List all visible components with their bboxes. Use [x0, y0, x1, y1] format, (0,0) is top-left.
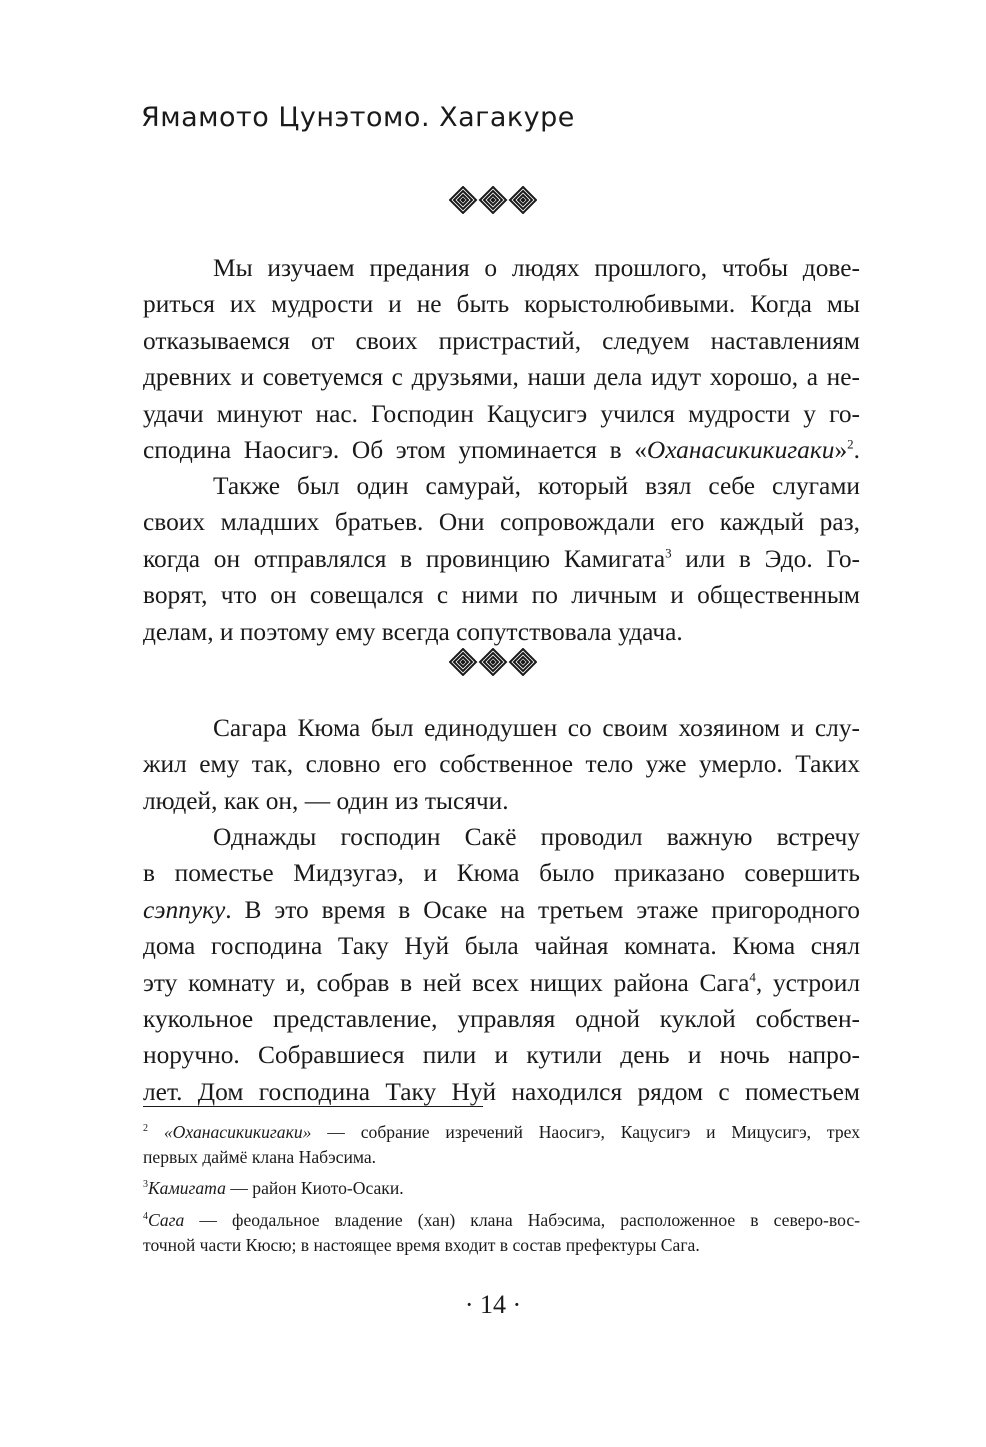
text-line: Сагара Кюма был единодушен со своим хозяином и слу- [213, 714, 860, 742]
footnote [143, 1176, 860, 1201]
footnote-separator [143, 1106, 483, 1107]
text-line-with-footnote [143, 965, 860, 1001]
text-line: удачи минуют нас. Господин Кацусигэ учился мудрости у го- [143, 399, 860, 428]
footnote-line [143, 1208, 860, 1233]
text-line: риться их мудрости и не быть корыстолюбивыми. Когда мы [143, 290, 860, 319]
text-line: своих младших братьев. Они сопровождали его каждый раз, [143, 508, 860, 537]
text-fragment: » [834, 436, 848, 465]
triple-diamond-ornament-icon [449, 648, 537, 676]
section1-paragraph2 [143, 468, 860, 650]
text-line: отказываемся от своих пристрастий, следуем наставлениям [143, 326, 860, 355]
page-number: · 14 · [464, 1290, 522, 1319]
text-line: древних и советуемся с друзьями, наши дела идут хорошо, а не- [143, 363, 860, 392]
text-fragment: когда он отправлялся в провинцию Камигата [143, 544, 666, 573]
footnote-marker: 2 [847, 436, 854, 452]
section-ornament-middle [0, 648, 986, 681]
running-title: Ямамото Цунэтомо. Хагакуре [141, 102, 575, 133]
italic-term: сэппуку [143, 895, 226, 924]
text-line: кукольное представление, управляя одной куклой собствен- [143, 1005, 860, 1034]
text-fragment: сподина Наосигэ. Об этом упоминается в « [143, 436, 647, 465]
footnote-number: 2 [143, 1123, 148, 1135]
footnote [143, 1120, 860, 1170]
text-line: Мы изучаем предания о людях прошлого, чтобы дове- [213, 254, 860, 282]
footnote-line: точной части Кюсю; в настоящее время входит в состав префектуры Сага. [143, 1235, 700, 1255]
footnote-number: 4 [143, 1211, 148, 1223]
text-line: дома господина Таку Нуй была чайная комната. Кюма снял [143, 932, 860, 961]
text-line: норучно. Собравшиеся пили и кутили день и ночь напро- [143, 1041, 860, 1070]
section-ornament-top [0, 186, 986, 219]
footnote-marker: 3 [665, 545, 672, 561]
cited-work-title: Оханасикикигаки [646, 436, 835, 465]
text-line: лет. Дом господина Таку Нуй находился рядом с поместьем [143, 1077, 860, 1106]
section2-paragraph2 [143, 819, 860, 1110]
text-line: людей, как он, — один из тысячи. [143, 786, 509, 815]
text-line-with-term [143, 892, 860, 928]
text-line-with-footnote [143, 541, 860, 577]
text-line: жил ему так, словно его собственное тело уже умерло. Таких [143, 750, 860, 779]
footnote [143, 1208, 860, 1258]
footnote-term: Камигата [148, 1178, 226, 1198]
text-fragment: или в Эдо. Го- [671, 544, 860, 573]
text-line: в поместье Мидзугаэ, и Кюма было приказано совершить [143, 859, 860, 888]
footnote-line: первых даймё клана Набэсима. [143, 1147, 377, 1167]
section1-paragraph1 [143, 250, 860, 468]
text-fragment: эту комнату и, собрав в ней всех нищих района Сага [143, 968, 750, 997]
text-fragment: . [853, 436, 860, 465]
text-line: ворят, что он совещался с ними по личным и общественным [143, 581, 860, 610]
footnote-line [143, 1120, 860, 1145]
footnote-text: — район Киото-Осаки. [225, 1178, 404, 1198]
footnote-text: — собрание изречений Наосигэ, Кацусигэ и Мицусигэ, трех [311, 1122, 860, 1142]
footnote-term: «Оханасикикигаки» [163, 1122, 312, 1142]
text-line: Однажды господин Сакё проводил важную встречу [213, 823, 860, 851]
section2-paragraph1 [143, 710, 860, 819]
footnote-number: 3 [143, 1179, 148, 1191]
text-fragment: . В это время в Осаке на третьем этаже пригородного [225, 895, 860, 924]
text-fragment: , устроил [755, 968, 860, 997]
footnote-text: — феодальное владение (хан) клана Набэсима, расположенное в северо-вос- [184, 1210, 860, 1230]
text-line-with-citation [143, 432, 860, 468]
footnote-term: Сага [148, 1210, 185, 1230]
text-line: Также был один самурай, который взял себе слугами [213, 472, 860, 500]
footnote-line [143, 1176, 860, 1201]
text-line: делам, и поэтому ему всегда сопутствовала удача. [143, 617, 683, 646]
footnote-marker: 4 [749, 969, 756, 985]
triple-diamond-ornament-icon [449, 186, 537, 214]
